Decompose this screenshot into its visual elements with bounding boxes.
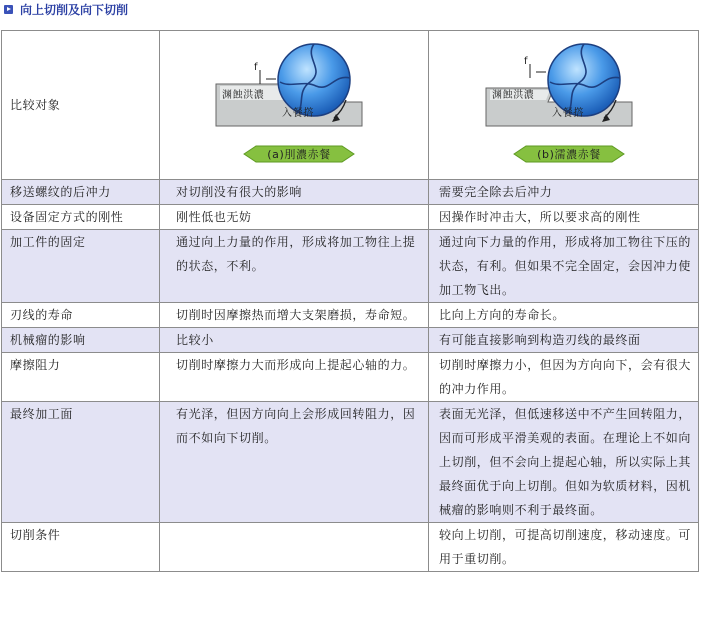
row-label: 加工件的固定 [2,230,160,303]
play-bullet-icon [4,5,13,14]
up-cut-cell: 有光泽，但因方向向上会形成回转阻力，因而不如向下切削。 [160,402,429,523]
area-label: 渊蝕洪濃 [491,90,534,101]
table-row [2,328,699,353]
row-label: 切削条件 [2,523,160,572]
figure-caption: (b)濡濃赤餐 [536,148,601,161]
down-cut-cell: 有可能直接影响到构造刃线的最终面 [429,328,699,353]
chip-label: 入餐撘 [282,108,314,119]
up-cut-cell: 刚性低也无妨 [160,205,429,230]
feed-label: f [523,56,528,67]
row-label: 机械瘤的影响 [2,328,160,353]
table-row [2,402,699,523]
table-row [2,353,699,402]
figure-caption: (a)刖濃赤餐 [267,148,331,161]
table-row [2,230,699,303]
table-row [2,205,699,230]
down-cut-cell: 比向上方向的寿命长。 [429,303,699,328]
down-cut-cell: 表面无光泽，但低速移送中不产生回转阻力，因而可形成平滑美观的表面。在理论上不如向上切削，但不会向上提起心轴，所以实际上其最终面优于向上切削。但如为软质材料，因机械瘤的影响则不利于最终面。 [429,402,699,523]
row-label: 摩擦阻力 [2,353,160,402]
up-cut-cell: 切削时因摩擦热而增大支架磨损，寿命短。 [160,303,429,328]
up-cut-cell: 比较小 [160,328,429,353]
down-cut-cell: 因操作时冲击大，所以要求高的刚性 [429,205,699,230]
cutter-icon [548,44,620,116]
down-cut-diagram [484,40,644,170]
table-row [2,303,699,328]
chip-label: 入餐撘 [551,108,584,119]
figure-up-cut [160,31,429,180]
up-cut-diagram [214,40,374,170]
up-cut-cell [160,523,429,572]
row-label: 刃线的寿命 [2,303,160,328]
row-label: 设备固定方式的刚性 [2,205,160,230]
title-text: 向上切削及向下切削 [20,2,129,17]
down-cut-cell: 需要完全除去后冲力 [429,180,699,205]
up-cut-cell: 切削时摩擦力大而形成向上提起心轴的力。 [160,353,429,402]
row-label: 最终加工面 [2,402,160,523]
up-cut-cell: 通过向上力量的作用，形成将加工物往上提的状态，不利。 [160,230,429,303]
figure-down-cut [429,31,699,180]
row-label: 移送螺纹的后冲力 [2,180,160,205]
comparison-table [1,30,699,572]
up-cut-cell: 对切削没有很大的影响 [160,180,429,205]
cutter-icon [278,44,350,116]
down-cut-cell: 切削时摩擦力小，但因为方向向下，会有很大的冲力作用。 [429,353,699,402]
table-row [2,180,699,205]
down-cut-cell: 较向上切削，可提高切削速度，移动速度。可用于重切削。 [429,523,699,572]
area-label: 渊蝕洪濃 [222,90,265,101]
feed-label: f [254,62,259,73]
header-row [2,31,699,180]
section-title [4,1,128,17]
table-row [2,523,699,572]
header-label: 比较对象 [2,31,160,180]
down-cut-cell: 通过向下力量的作用，形成将加工物往下压的状态，有利。但如果不完全固定，会因冲力使加工物飞出。 [429,230,699,303]
